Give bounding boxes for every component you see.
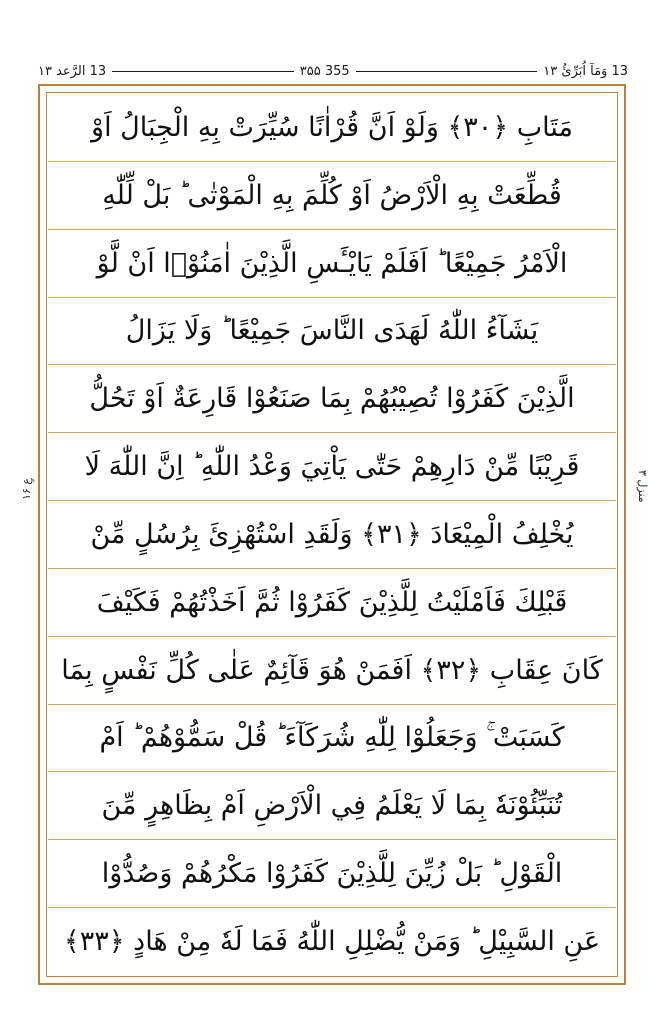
text-line: قَرِيْبًا مِّنْ دَارِهِمْ حَتّٰى يَاْتِيَ وَعْدُ اللّٰهِ ؕ اِنَّ اللّٰهَ لَا bbox=[48, 433, 616, 501]
text-line: عَنِ السَّبِيْلِ ؕ وَمَنْ يُّضْلِلِ اللّٰهُ فَمَا لَهٗ مِنْ هَادٍ ﴿۳۳﴾ bbox=[63, 926, 601, 958]
text-line: كَسَبَتْ ۚ وَجَعَلُوْا لِلّٰهِ شُرَكَآءَ ؕ قُلْ سَمُّوْهُمْ ؕ اَمْ bbox=[48, 705, 616, 773]
text-line: تُنَبِّئُوْنَهٗ بِمَا لَا يَعْلَمُ فِي الْاَرْضِ اَمْ بِظَاهِرٍ مِّنَ bbox=[48, 772, 616, 840]
text-line: يُخْلِفُ الْمِيْعَادَ ﴿۳۱﴾ وَلَقَدِ اسْتُهْزِئَ بِرُسُلٍ مِّنْ bbox=[48, 501, 616, 569]
quran-text-block bbox=[48, 94, 616, 975]
text-line: يَشَآءُ اللّٰهُ لَهَدَى النَّاسَ جَمِيْعًا ؕ وَلَا يَزَالُ bbox=[48, 298, 616, 366]
text-line: الْاَمْرُ جَمِيْعًا ؕ اَفَلَمْ يَايْـَٔسِ الَّذِيْنَ اٰمَنُوْۤا اَنْ لَّوْ bbox=[48, 230, 616, 298]
text-line: قَبْلِكَ فَاَمْلَيْتُ لِلَّذِيْنَ كَفَرُوْا ثُمَّ اَخَذْتُهُمْ فَكَيْفَ bbox=[48, 569, 616, 637]
text-line: قُطِّعَتْ بِهِ الْاَرْضُ اَوْ كُلِّمَ بِهِ الْمَوْتٰى ؕ بَلْ لِّلّٰهِ bbox=[48, 162, 616, 230]
text-line: مَتَابِ ﴿۳۰﴾ وَلَوْ اَنَّ قُرْاٰنًا سُيِّرَتْ بِهِ الْجِبَالُ اَوْ bbox=[48, 94, 616, 162]
surah-title-left: 13 الرَّعد ۱۳ bbox=[38, 63, 107, 79]
text-line: الَّذِيْنَ كَفَرُوْا تُصِيْبُهُمْ بِمَا صَنَعُوْا قَارِعَةٌ اَوْ تَحُلُّ bbox=[48, 365, 616, 433]
header-rule-right bbox=[356, 71, 538, 72]
ruku-marker: عِ ۱۶ bbox=[20, 478, 33, 500]
manzil-marker: منزل ۳ bbox=[636, 470, 649, 503]
header-rule-left bbox=[112, 71, 294, 72]
page-header bbox=[38, 58, 628, 84]
page-number: ۳۵۵ 355 bbox=[299, 63, 350, 79]
text-line: الْقَوْلِ ؕ بَلْ زُيِّنَ لِلَّذِيْنَ كَفَرُوْا مَكْرُهُمْ وَصُدُّوْا bbox=[48, 840, 616, 908]
juz-title-right: 13 وَمَآ اُبَرِّئُ ۱۳ bbox=[543, 63, 628, 79]
text-line: كَانَ عِقَابِ ﴿۳۲﴾ اَفَمَنْ هُوَ قَآئِمٌ عَلٰى كُلِّ نَفْسٍ بِمَا bbox=[48, 637, 616, 705]
